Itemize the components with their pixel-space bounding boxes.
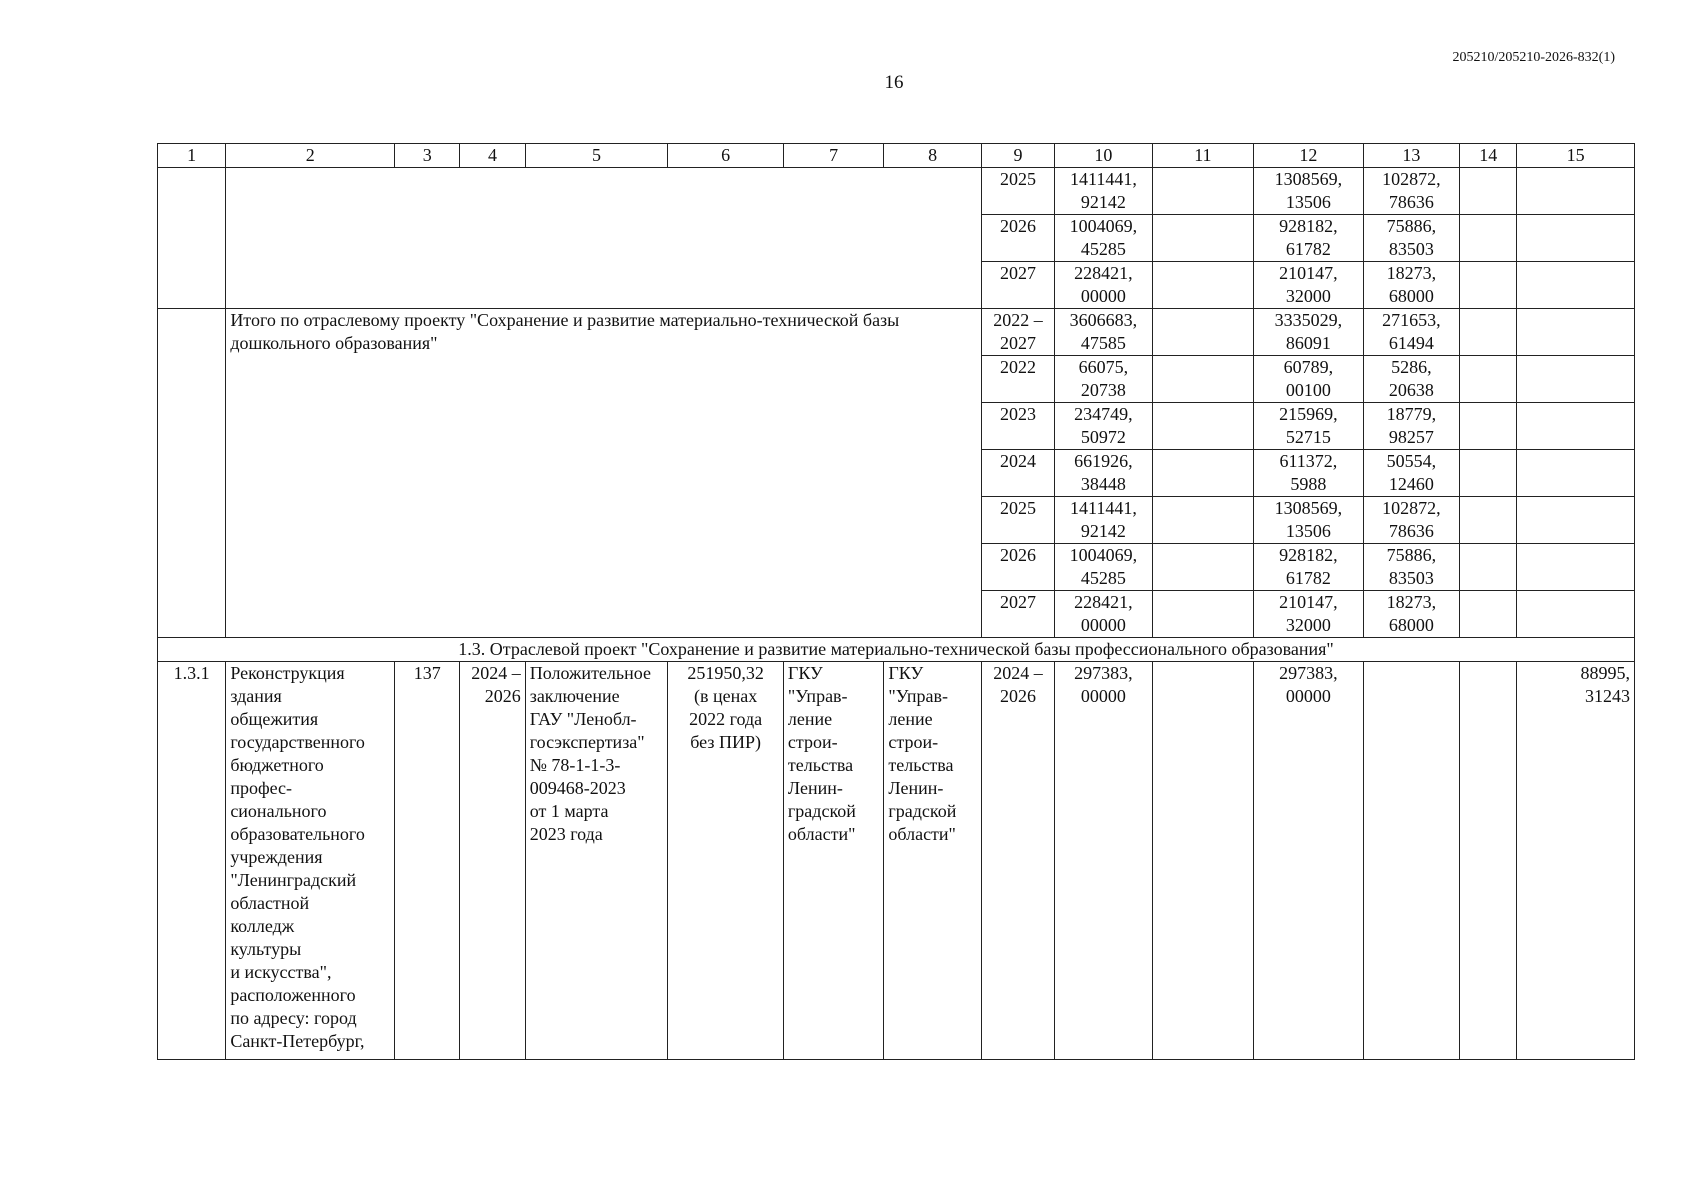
page-number: 16 — [884, 72, 904, 93]
table-row — [158, 168, 1635, 215]
empty-cell — [1152, 356, 1253, 403]
empty-cell — [1517, 544, 1635, 591]
regional-amount-cell: 297383, 00000 — [1254, 662, 1364, 1060]
estimated-cost-cell: 251950,32 (в ценах 2022 года без ПИР) — [668, 662, 784, 1060]
empty-cell — [1363, 662, 1459, 1060]
col-header: 12 — [1254, 144, 1364, 168]
empty-cell — [1152, 403, 1253, 450]
total-amount-cell: 1004069, 45285 — [1055, 215, 1152, 262]
regional-amount-cell: 611372, 5988 — [1254, 450, 1364, 497]
local-amount-cell: 18273, 68000 — [1363, 262, 1459, 309]
col-header: 3 — [395, 144, 460, 168]
year-cell: 2026 — [981, 544, 1054, 591]
empty-cell — [1517, 215, 1635, 262]
col-header: 7 — [783, 144, 883, 168]
col-header: 6 — [668, 144, 784, 168]
total-label: Итого по отраслевому проекту "Сохранение и развитие материально-технической базы дошкольного образования" — [226, 309, 982, 638]
regional-amount-cell: 928182, 61782 — [1254, 544, 1364, 591]
local-amount-cell: 102872, 78636 — [1363, 168, 1459, 215]
total-amount-cell: 297383, 00000 — [1055, 662, 1152, 1060]
empty-cell — [1460, 662, 1517, 1060]
local-amount-cell: 75886, 83503 — [1363, 544, 1459, 591]
developer-cell: ГКУ "Управ- ление строи- тельства Ленин- градской области" — [884, 662, 981, 1060]
col-header: 8 — [884, 144, 981, 168]
empty-cell — [1152, 309, 1253, 356]
section-title: 1.3. Отраслевой проект "Сохранение и развитие материально-технической базы профессионального образования" — [158, 638, 1635, 662]
section-row — [158, 638, 1635, 662]
empty-cell — [1152, 497, 1253, 544]
col-header: 14 — [1460, 144, 1517, 168]
total-amount-cell: 661926, 38448 — [1055, 450, 1152, 497]
col-header: 1 — [158, 144, 226, 168]
local-amount-cell: 50554, 12460 — [1363, 450, 1459, 497]
document-id: 205210/205210-2026-832(1) — [1452, 50, 1615, 65]
regional-amount-cell: 60789, 00100 — [1254, 356, 1364, 403]
period-cell: 2024 – 2026 — [460, 662, 525, 1060]
empty-cell — [1152, 662, 1253, 1060]
regional-amount-cell: 3335029, 86091 — [1254, 309, 1364, 356]
table-row — [158, 662, 1635, 1060]
table-row — [158, 309, 1635, 356]
col-header: 2 — [226, 144, 395, 168]
empty-cell — [1460, 262, 1517, 309]
object-name: Реконструкция здания общежития государственного бюджетного профес- сионального образовательного учреждения "Ленинградский областной колледж культуры и искусства", расположенного по адресу: город Санкт-Петербург, — [226, 662, 395, 1060]
col-header: 9 — [981, 144, 1054, 168]
empty-cell — [158, 309, 226, 638]
regional-amount-cell: 215969, 52715 — [1254, 403, 1364, 450]
year-cell: 2027 — [981, 262, 1054, 309]
empty-cell — [1460, 309, 1517, 356]
empty-cell — [1460, 168, 1517, 215]
col-header: 10 — [1055, 144, 1152, 168]
year-cell: 2022 – 2027 — [981, 309, 1054, 356]
regional-amount-cell: 928182, 61782 — [1254, 215, 1364, 262]
total-amount-cell: 234749, 50972 — [1055, 403, 1152, 450]
total-amount-cell: 228421, 00000 — [1055, 591, 1152, 638]
empty-cell — [1460, 356, 1517, 403]
local-amount-cell: 18779, 98257 — [1363, 403, 1459, 450]
col-header: 13 — [1363, 144, 1459, 168]
year-cell: 2025 — [981, 497, 1054, 544]
col-header: 11 — [1152, 144, 1253, 168]
local-amount-cell: 271653, 61494 — [1363, 309, 1459, 356]
year-cell: 2026 — [981, 215, 1054, 262]
empty-cell — [1460, 544, 1517, 591]
expertise-cell: Положительное заключение ГАУ "Ленобл- госэкспертиза" № 78-1-1-3- 009468-2023 от 1 марта 2023 года — [525, 662, 668, 1060]
empty-cell — [1517, 403, 1635, 450]
empty-cell — [226, 168, 982, 309]
empty-cell — [1517, 497, 1635, 544]
local-amount-cell: 5286, 20638 — [1363, 356, 1459, 403]
total-amount-cell: 228421, 00000 — [1055, 262, 1152, 309]
capacity-cell: 137 — [395, 662, 460, 1060]
col-header: 5 — [525, 144, 668, 168]
year-cell: 2023 — [981, 403, 1054, 450]
empty-cell — [1152, 591, 1253, 638]
local-amount-cell: 102872, 78636 — [1363, 497, 1459, 544]
regional-amount-cell: 210147, 32000 — [1254, 262, 1364, 309]
remaining-cost-cell: 88995, 31243 — [1517, 662, 1635, 1060]
regional-amount-cell: 1308569, 13506 — [1254, 497, 1364, 544]
empty-cell — [1152, 168, 1253, 215]
empty-cell — [158, 168, 226, 309]
empty-cell — [1460, 591, 1517, 638]
col-header: 15 — [1517, 144, 1635, 168]
empty-cell — [1460, 403, 1517, 450]
empty-cell — [1152, 215, 1253, 262]
empty-cell — [1517, 591, 1635, 638]
column-number-row — [158, 144, 1635, 168]
empty-cell — [1460, 215, 1517, 262]
empty-cell — [1152, 262, 1253, 309]
total-amount-cell: 3606683, 47585 — [1055, 309, 1152, 356]
year-cell: 2024 — [981, 450, 1054, 497]
local-amount-cell: 18273, 68000 — [1363, 591, 1459, 638]
item-number: 1.3.1 — [158, 662, 226, 1060]
regional-amount-cell: 210147, 32000 — [1254, 591, 1364, 638]
total-amount-cell: 66075, 20738 — [1055, 356, 1152, 403]
budget-table — [157, 143, 1635, 1060]
year-cell: 2024 – 2026 — [981, 662, 1054, 1060]
empty-cell — [1460, 497, 1517, 544]
local-amount-cell: 75886, 83503 — [1363, 215, 1459, 262]
empty-cell — [1517, 450, 1635, 497]
regional-amount-cell: 1308569, 13506 — [1254, 168, 1364, 215]
empty-cell — [1517, 356, 1635, 403]
year-cell: 2027 — [981, 591, 1054, 638]
col-header: 4 — [460, 144, 525, 168]
total-amount-cell: 1411441, 92142 — [1055, 168, 1152, 215]
empty-cell — [1152, 544, 1253, 591]
empty-cell — [1152, 450, 1253, 497]
empty-cell — [1517, 168, 1635, 215]
year-cell: 2022 — [981, 356, 1054, 403]
empty-cell — [1517, 309, 1635, 356]
customer-cell: ГКУ "Управ- ление строи- тельства Ленин- градской области" — [783, 662, 883, 1060]
empty-cell — [1517, 262, 1635, 309]
total-amount-cell: 1411441, 92142 — [1055, 497, 1152, 544]
total-amount-cell: 1004069, 45285 — [1055, 544, 1152, 591]
year-cell: 2025 — [981, 168, 1054, 215]
empty-cell — [1460, 450, 1517, 497]
